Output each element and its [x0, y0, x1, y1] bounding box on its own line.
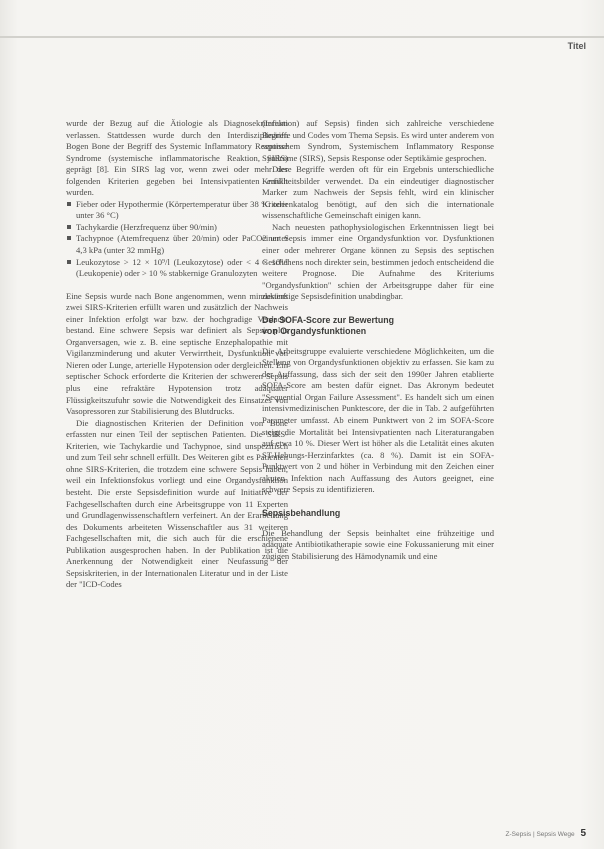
- list-item: Tachypnoe (Atemfrequenz über 20/min) oder PaCO2 unter 4,3 kPa (unter 32 mmHg): [66, 233, 288, 256]
- page-footer: [506, 828, 587, 839]
- paragraph: Diese Begriffe werden oft für ein Ergebnis unterschiedliche Krankheitsbilder verwendet. Da ein eindeutiger diagnostischer Marker zum Nachweis der Sepsis fehlt, wird ein klinischer Kriterienkatalog benötigt, auf den sich die internationale wissenschaftliche Gemeinschaft einigen kann.: [262, 164, 494, 221]
- sirs-criteria-list: [66, 199, 288, 280]
- paragraph: Die diagnostischen Kriterien der Definition von Bone erfassten nur einen Teil der septischen Patienten. Die SIRS-Kriterien, wie Tachykardie und Tachypnoe, sind unspezifisch und zum Teil sehr schnell erfüllt. Des Weiteren gibt es Patienten ohne SIRS-Kriterien, die trotzdem eine schwere Sepsis haben, weil ein Infektionsfokus vorliegt und eine Organdysfunktion besteht. Die erste Sepsisdefinition wurde auf Initiative der Fachgesellschaften durch eine Arbeitsgruppe von 11 Experten und Grundlagenwissenschaftlern verfeinert. An der Erarbeitung des Dokuments arbeiteten Wissenschaftler aus 31 weiteren Fachgesellschaften mit, die sich auch für die erschienene Publikation ausgesprochen haben. In der Publikation ist die Anerkennung der Notwendigkeit einer Neufassung der Sepsiskriterien, in der Internationalen Literatur und in der Liste der "ICD-Codes: [66, 417, 288, 590]
- paragraph: (Infektion) auf Sepsis) finden sich zahlreiche verschiedene Begriffe und Codes vom Thema Sepsis. Es wird unter anderem von septischem Syndrom, Systemischem Inflammatory Response Syndrome (SIRS), Sepsis Response oder Septikämie gesprochen.: [262, 118, 494, 163]
- list-item: Leukozytose > 12 × 10⁹/l (Leukozytose) oder < 4 × 10⁹/l (Leukopenie) oder > 10 % stabkernige Granulozyten: [66, 257, 288, 280]
- list-item: Fieber oder Hypothermie (Körpertemperatur über 38 °C oder unter 36 °C): [66, 199, 288, 222]
- page-number: 5: [580, 828, 586, 839]
- heading-line: von Organdysfunktionen: [262, 325, 367, 336]
- list-item: Tachykardie (Herzfrequenz über 90/min): [66, 222, 288, 234]
- section-heading: Sepsisbehandlung: [262, 507, 341, 518]
- section-label: Titel: [567, 41, 586, 51]
- footer-source: Z-Sepsis | Sepsis Wege: [505, 831, 575, 838]
- paragraph: Eine Sepsis wurde nach Bone angenommen, wenn mindestens zwei SIRS-Kriterien erfüllt waren und zusätzlich der Nachweis einer Infektion erfolgt war bzw. der hochgradige Verdacht bestand. Eine schwere Sepsis war definiert als Sepsis plus Organversagen, wie z. B. eine septische Enzephalopathie mit Vigilanzminderung und akuter Verwirrtheit, Dysfunktion von Nieren oder Lunge, arterielle Hypotension oder dergleichen. Ein septischer Schock erforderte die Kriterien der schweren Sepsis plus eine refraktäre Hypotension trotz adäquater Flüssigkeitszufuhr sowie die Notwendigkeit des Einsatzes von Vasopressoren zur Stabilisierung des Blutdrucks.: [66, 290, 288, 417]
- paragraph: Die Behandlung der Sepsis beinhaltet eine frühzeitige und adäquate Antibiotikatherapie sowie eine Fokussanierung mit einer zügigen Stabilisierung des Hämodynamik und eine: [262, 527, 494, 561]
- left-column: [66, 118, 288, 591]
- paragraph: Nach neuesten pathophysiologischen Erkenntnissen liegt bei einer Sepsis immer eine Organdysfunktion vor. Dysfunktionen einer oder mehrerer Organe können zu Sepsis des septischen Geschehens noch direkter sein, bestimmen jedoch entscheidend die weitere Prognose. Die Aufnahme des Kriteriums "Organdysfunktion" schien der Arbeitsgruppe daher für eine zukünftige Sepsisdefinition unabdingbar.: [262, 221, 494, 302]
- right-column: [262, 118, 494, 563]
- section-heading: [262, 315, 494, 337]
- heading-line: Der SOFA-Score zur Bewertung: [262, 314, 394, 325]
- paragraph: Die Arbeitsgruppe evaluierte verschiedene Möglichkeiten, um die Stellung von Organdysfunktionen objektiv zu erfassen. Sie kam zu der Auffassung, dass sich der seit den 1990er Jahren etablierte SOFA-Score am besten dafür eignet. Das Akronym bedeutet "Sequential Organ Failure Assessment". Es handelt sich um einen intensivmedizinischen Punktescore, der die in Tab. 2 aufgeführten Parameter umfasst. Ab einem Punktwert von 2 im SOFA-Score steigt die Mortalität bei Intensivpatienten nach Literaturangaben auf etwa 10 %. Dieser Wert ist höher als die Letalität eines akuten ST-Hebungs-Herzinfarktes (ca. 8 %). Damit ist ein SOFA-Punktwert von 2 und höher in Verbindung mit den Zeichen einer akuten Infektion nach Auffassung des Autors geeignet, eine schwere Sepsis zu identifizieren.: [262, 345, 494, 495]
- paragraph: wurde der Bezug auf die Ätiologie als Diagnosekriterium verlassen. Stattdessen wurde durch den Interdisziplinären Bogen Bone der Begriff des Systemic Inflammatory Response Syndrome (systemische inflammatorische Reaktion, SIRS) geprägt [8]. Ein SIRS lag vor, wenn zwei oder mehr der folgenden Kriterien gegeben bei Intensivpatienten erfüllt wurden.: [66, 118, 288, 198]
- header-rule: [0, 36, 604, 38]
